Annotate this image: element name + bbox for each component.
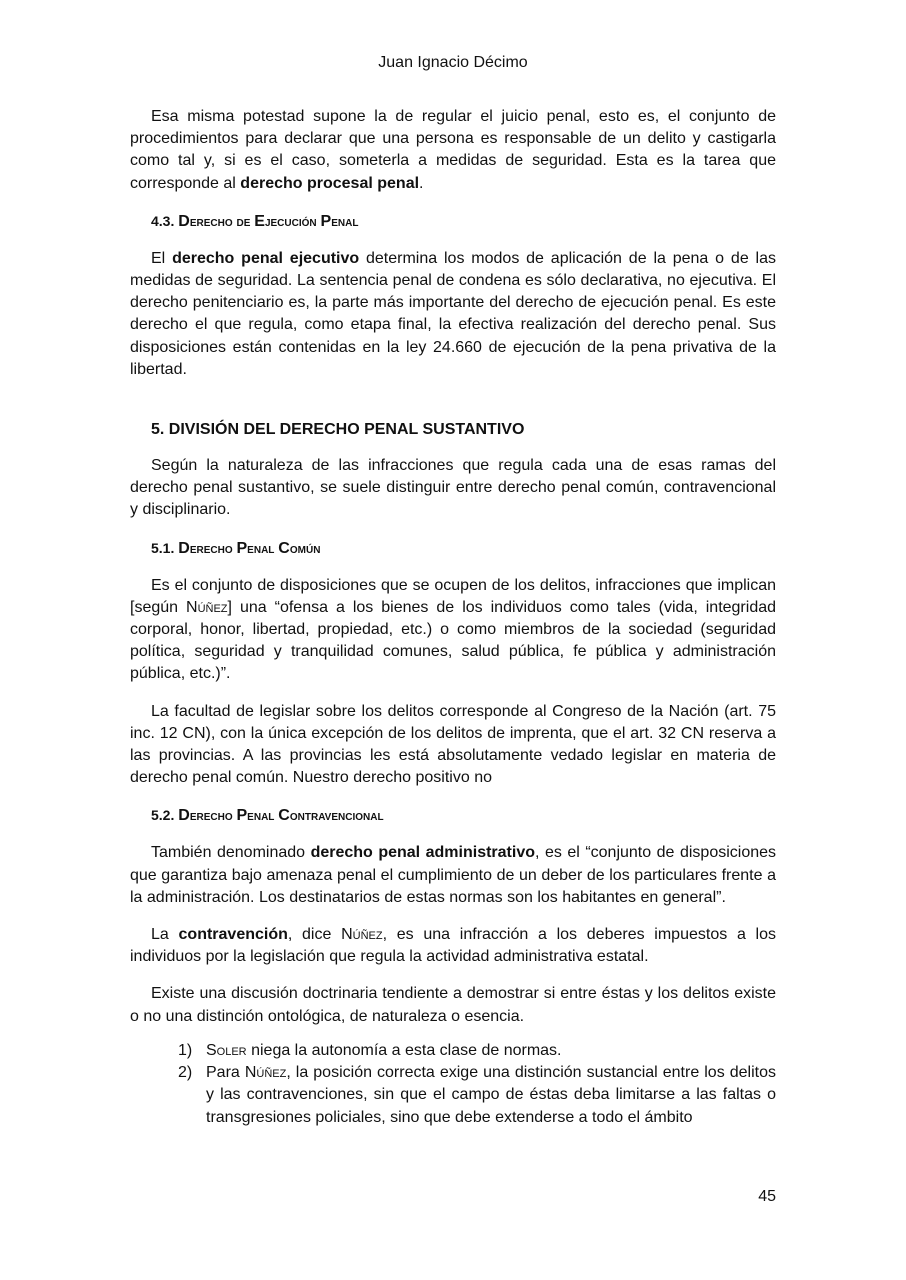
bold-term: contravención <box>178 926 288 944</box>
paragraph-division: Según la naturaleza de las infracciones que regula cada una de esas ramas del derecho penal sustantivo, se suele distinguir entre derecho penal común, contravencional y disciplinario. <box>130 457 776 519</box>
page-content <box>130 106 776 1129</box>
author-name: Soler <box>206 1041 247 1059</box>
paragraph-common-law: Es el conjunto de disposiciones que se ocupen de los delitos, infracciones que implican [según Núñez] una “ofensa a los bienes de los individuos como tales (vida, integridad corporal, honor, libertad, propiedad, etc.) o como miembros de la sociedad (seguridad política, seguridad y tranquilidad comunes, salud pública, fe pública y administración pública, etc.)”. <box>130 576 777 683</box>
page-number: 45 <box>758 1188 776 1205</box>
author-name: Núñez <box>341 926 383 944</box>
running-header: Juan Ignacio Décimo <box>378 54 528 71</box>
bold-term: derecho penal ejecutivo <box>172 249 360 267</box>
paragraph-doctrinal-discussion: Existe una discusión doctrinaria tendiente a demostrar si entre éstas y los delitos existe o no una distinción ontológica, de naturaleza o esencia. <box>130 985 776 1025</box>
numbered-list <box>130 1040 776 1129</box>
paragraph-legislative-power: La facultad de legislar sobre los delitos corresponde al Congreso de la Nación (art. 75 inc. 12 CN), con la única excepción de los delitos de imprenta, que el art. 32 CN reserva a las provincias. A las provincias les está absolutamente vedado legislar en materia de derecho penal común. Nuestro derecho positivo no <box>130 702 776 787</box>
bold-term: derecho penal administrativo <box>310 844 535 862</box>
list-item: 1) Soler niega la autonomía a esta clase de normas. <box>178 1041 562 1059</box>
bold-term: derecho procesal penal <box>240 174 420 192</box>
section-heading-5-2: 5.2. Derecho Penal Contravencional <box>151 807 384 825</box>
section-heading-5: 5. DIVISIÓN DEL DERECHO PENAL SUSTANTIVO <box>151 421 525 439</box>
paragraph-procedural-law: Esa misma potestad supone la de regular el juicio penal, esto es, el conjunto de procedimientos para declarar que una persona es responsable de un delito y castigarla como tal y, si es el caso, someterla a medidas de seguridad. Esta es la tarea que corresponde al derecho procesal penal. <box>130 108 776 192</box>
section-heading-4-3: 4.3. Derecho de Ejecución Penal <box>151 212 359 230</box>
paragraph-execution-law: El derecho penal ejecutivo determina los modos de aplicación de la pena o de las medidas de seguridad. La sentencia penal de condena es sólo declarativa, no ejecutiva. El derecho penitenciario es, la parte más importante del derecho de ejecución penal. Es este derecho el que regula, como etapa final, la efectiva realización del derecho penal. Sus disposiciones están contenidas en la ley 24.660 de ejecución de la pena privativa de la libertad. <box>130 249 777 378</box>
paragraph-contravention: La contravención, dice Núñez, es una infracción a los deberes impuestos a los individuos por la legislación que regula la actividad administrativa estatal. <box>130 926 777 966</box>
list-item: 2) Para Núñez, la posición correcta exige una distinción sustancial entre los delitos y las contravenciones, sin que el campo de éstas deba limitarse a las faltas o transgresiones policiales, sino que debe extenderse a todo el ámbito <box>178 1064 776 1126</box>
author-name: Núñez <box>244 1064 287 1082</box>
author-name: Núñez <box>186 598 228 616</box>
section-heading-5-1: 5.1. Derecho Penal Común <box>151 539 321 557</box>
paragraph-administrative-law: También denominado derecho penal administrativo, es el “conjunto de disposiciones que garantiza bajo amenaza penal el cumplimiento de un deber de los particulares frente a la administración. Los destinatarios de estas normas son los habitantes en general”. <box>130 844 777 906</box>
